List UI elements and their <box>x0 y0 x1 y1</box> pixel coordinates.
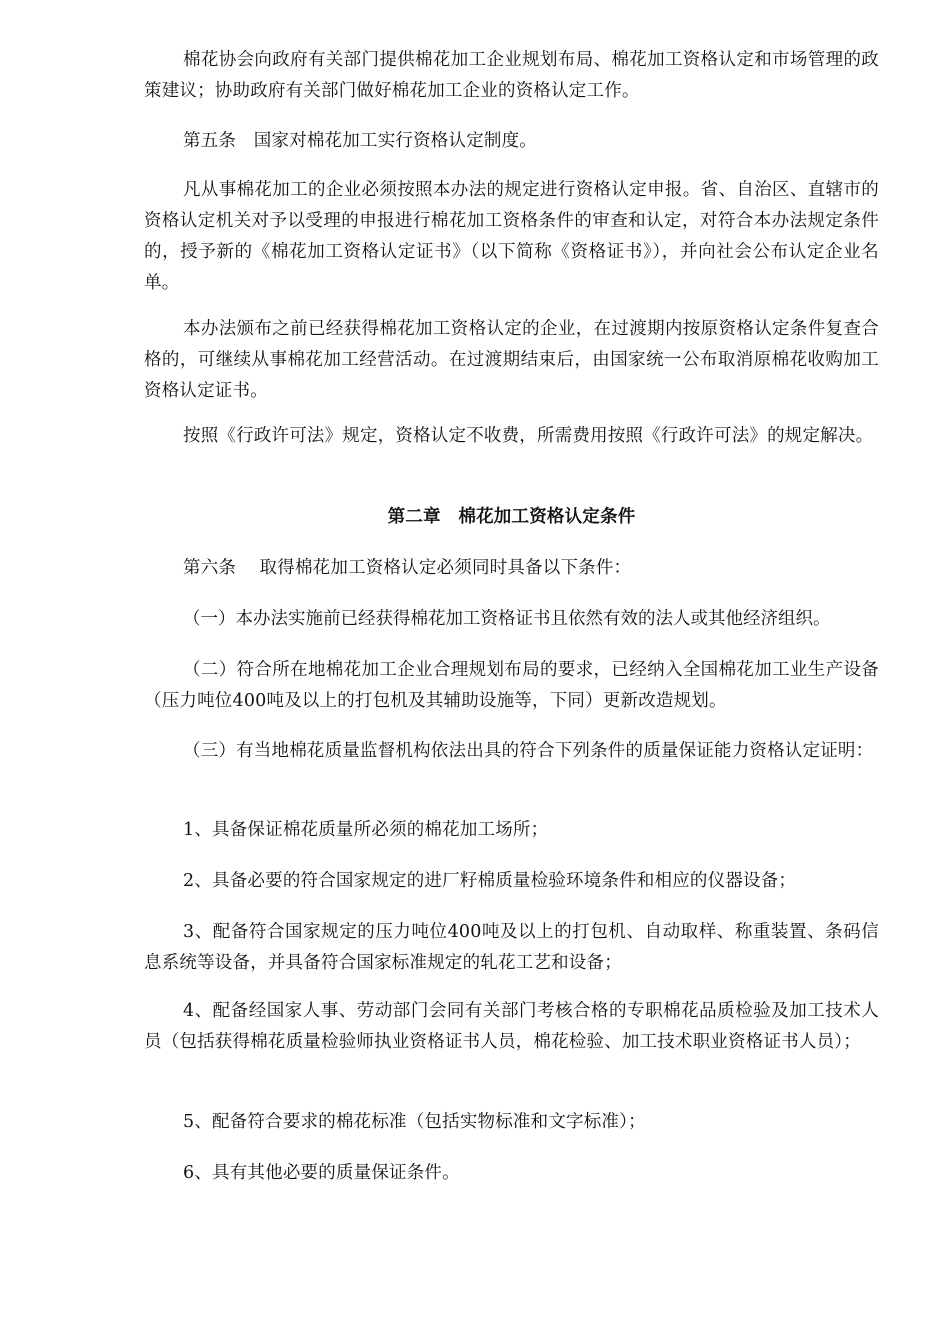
sub-item-2: 2、具备必要的符合国家规定的进厂籽棉质量检验环境条件和相应的仪器设备； <box>183 871 797 891</box>
article-5-title: 第五条 国家对棉花加工实行资格认定制度。 <box>183 131 537 151</box>
sub-item-1: 1、具备保证棉花质量所必须的棉花加工场所； <box>183 820 549 840</box>
article-6-item-1: （一）本办法实施前已经获得棉花加工资格证书且依然有效的法人或其他经济组织。 <box>183 609 831 629</box>
chapter-2-heading: 第二章 棉花加工资格认定条件 <box>387 507 636 527</box>
article-6-item-3: （三）有当地棉花质量监督机构依法出具的符合下列条件的质量保证能力资格认定证明： <box>183 741 874 761</box>
paragraph-no-fee: 按照《行政许可法》规定，资格认定不收费，所需费用按照《行政许可法》的规定解决。 <box>183 426 874 446</box>
paragraph-cotton-association: 棉花协会向政府有关部门提供棉花加工企业规划布局、棉花加工资格认定和市场管理的政策建议；协助政府有关部门做好棉花加工企业的资格认定工作。 <box>144 50 879 101</box>
sub-item-6: 6、具有其他必要的质量保证条件。 <box>183 1163 460 1183</box>
paragraph-transition-period: 本办法颁布之前已经获得棉花加工资格认定的企业，在过渡期内按原资格认定条件复查合格的，可继续从事棉花加工经营活动。在过渡期结束后，由国家统一公布取消原棉花收购加工资格认定证书。 <box>144 319 879 401</box>
sub-item-4: 4、配备经国家人事、劳动部门会同有关部门考核合格的专职棉花品质检验及加工技术人员（包括获得棉花质量检验师执业资格证书人员，棉花检验、加工技术职业资格证书人员）； <box>144 1001 879 1052</box>
article-6-item-2: （二）符合所在地棉花加工企业合理规划布局的要求，已经纳入全国棉花加工业生产设备（压力吨位400吨及以上的打包机及其辅助设施等，下同）更新改造规划。 <box>144 660 879 711</box>
article-6-intro: 第六条 取得棉花加工资格认定必须同时具备以下条件： <box>183 558 632 578</box>
sub-item-5: 5、配备符合要求的棉花标准（包括实物标准和文字标准）； <box>183 1112 646 1132</box>
paragraph-certification-application: 凡从事棉花加工的企业必须按照本办法的规定进行资格认定申报。省、自治区、直辖市的资格认定机关对予以受理的申报进行棉花加工资格条件的审查和认定，对符合本办法规定条件的，授予新的《棉花加工资格认定证书》（以下简称《资格证书》），并向社会公布认定企业名单。 <box>144 180 879 293</box>
sub-item-3: 3、配备符合国家规定的压力吨位400吨及以上的打包机、自动取样、称重装置、条码信息系统等设备，并具备符合国家标准规定的轧花工艺和设备； <box>144 922 879 973</box>
